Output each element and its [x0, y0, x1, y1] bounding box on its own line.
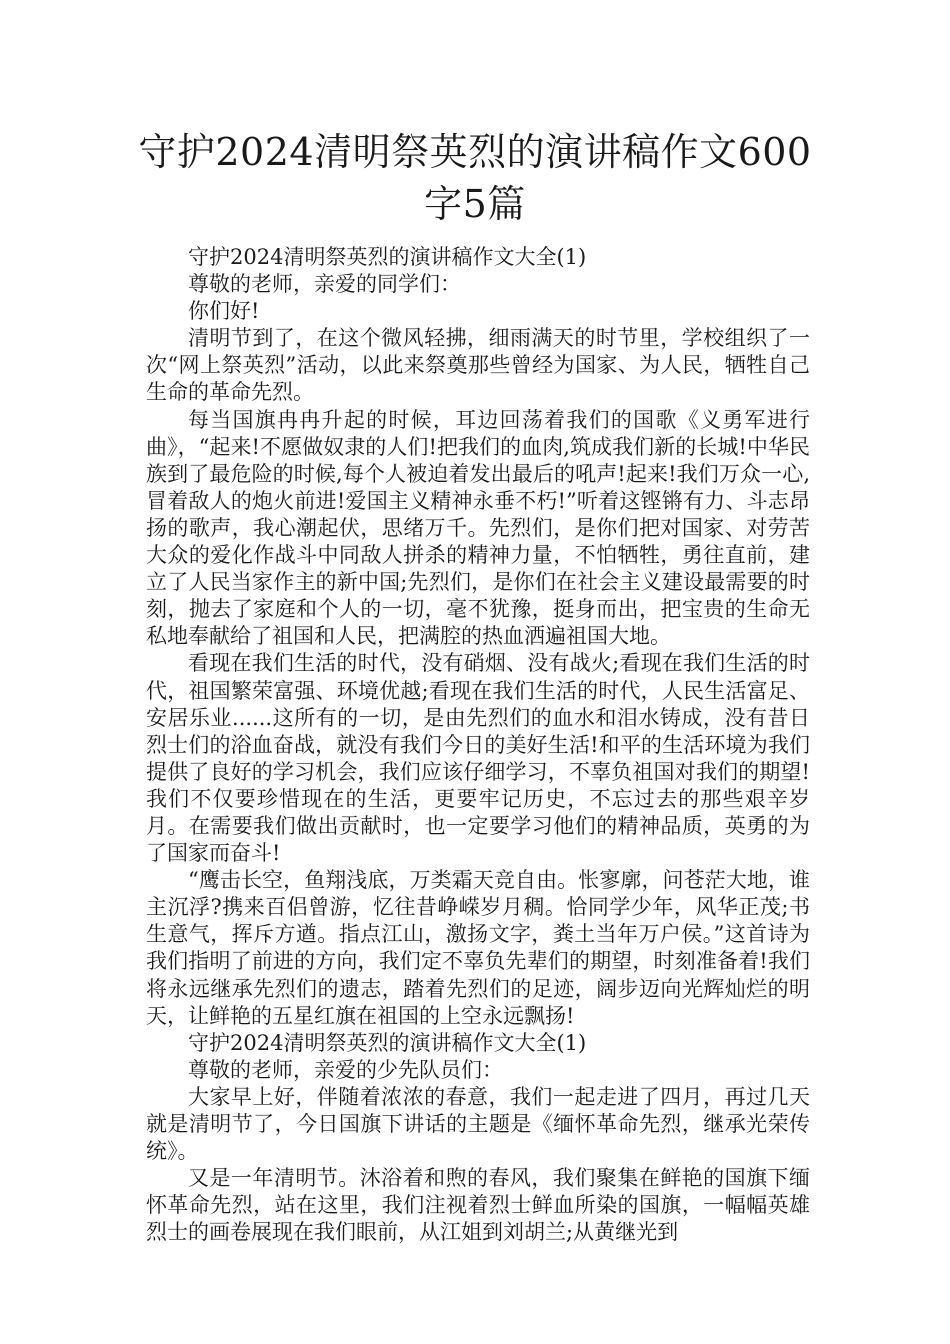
- paragraph-9: 尊敬的老师，亲爱的少先队员们：: [188, 1057, 503, 1082]
- paragraph-10: 大家早上好，伴随着浓浓的春意，我们一起走进了四月，再过几天就是清明节了，今日国旗下讲话的主题是《缅怀革命先烈，继承光荣传统》。: [146, 1084, 810, 1164]
- paragraph-2: 尊敬的老师，亲爱的同学们：: [188, 272, 461, 297]
- paragraph-3: 你们好!: [188, 299, 260, 324]
- paragraph-8: 守护2024清明祭英烈的演讲稿作文大全(1): [188, 1030, 587, 1055]
- paragraph-1: 守护2024清明祭英烈的演讲稿作文大全(1): [188, 245, 587, 269]
- paragraph-11: 又是一年清明节。沐浴着和煦的春风，我们聚集在鲜艳的国旗下缅怀革命先烈，站在这里，我们注视着烈士鲜血所染的国旗，一幅幅英雄烈士的画卷展现在我们眼前，从江姐到刘胡兰;从黄继光到: [146, 1166, 810, 1245]
- paragraph-4: 清明节到了，在这个微风轻拂，细雨满天的时节里，学校组织了一次“网上祭英烈”活动，以此来祭奠那些曾经为国家、为人民，牺牲自己生命的革命先烈。: [146, 326, 810, 405]
- document-title: 守护2024清明祭英烈的演讲稿作文600字5篇: [138, 130, 812, 226]
- paragraph-5: 每当国旗冉冉升起的时候，耳边回荡着我们的国歌《义勇军进行曲》，“起来!不愿做奴隶的人们!把我们的血肉,筑成我们新的长城!中华民族到了最危险的时候,每个人被迫着发出最后的吼声!起来!我们万众一心,冒着敌人的炮火前进!爱国主义精神永垂不朽!”听着这铿锵有力、斗志昂扬的歌声，我心潮起伏，思绪万千。先烈们，是你们把对国家、对劳苦大众的爱化作战斗中同敌人拼杀的精神力量，不怕牺牲，勇往直前，建立了人民当家作主的新中国;先烈们，是你们在社会主义建设最需要的时刻，抛去了家庭和个人的一切，毫不犹豫，挺身而出，把宝贵的生命无私地奉献给了祖国和人民，把满腔的热血洒遍祖国大地。: [146, 407, 810, 649]
- document-body: [146, 244, 810, 1246]
- paragraph-7: “鹰击长空，鱼翔浅底，万类霜天竞自由。怅寥廓，问苍茫大地，谁主沉浮?携来百侣曾游，忆往昔峥嵘岁月稠。恰同学少年，风华正茂;书生意气，挥斥方遒。指点江山，激扬文字，粪土当年万户侯。”这首诗为我们指明了前进的方向，我们定不辜负先辈们的期望，时刻准备着!我们将永远继承先烈们的遗志，踏着先烈们的足迹，阔步迈向光辉灿烂的明天，让鲜艳的五星红旗在祖国的上空永远飘扬!: [146, 868, 810, 1028]
- paragraph-6: 看现在我们生活的时代，没有硝烟、没有战火;看现在我们生活的时代，祖国繁荣富强、环境优越;看现在我们生活的时代，人民生活富足、安居乐业......这所有的一切，是由先烈们的血水和泪水铸成，没有昔日烈士们的浴血奋战，就没有我们今日的美好生活!和平的生活环境为我们提供了良好的学习机会，我们应该仔细学习，不辜负祖国对我们的期望!我们不仅要珍惜现在的生活，更要牢记历史，不忘过去的那些艰辛岁月。在需要我们做出贡献时，也一定要学习他们的精神品质，英勇的为了国家而奋斗!: [146, 651, 810, 866]
